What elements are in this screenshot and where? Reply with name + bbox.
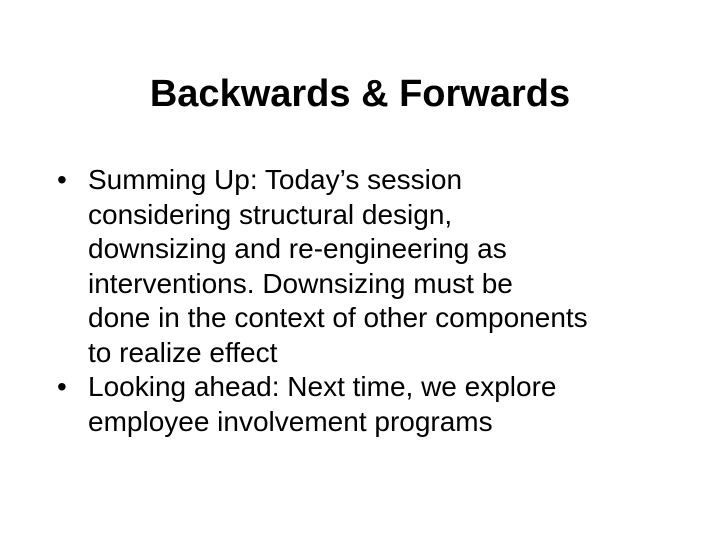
bullet-item-looking-ahead — [57, 370, 697, 439]
bullet-item-summing-up — [57, 163, 697, 370]
bullet-icon: • — [57, 371, 67, 402]
bullet-text-line: done in the context of other components — [88, 302, 588, 333]
slide-title: Backwards & Forwards — [149, 73, 571, 115]
bullet-text-line: downsizing and re-engineering as — [88, 233, 507, 264]
bullet-text-line: interventions. Downsizing must be — [88, 267, 513, 299]
bullet-text-line: considering structural design, — [88, 198, 453, 230]
bullet-icon: • — [57, 164, 67, 195]
bullet-text-line: Summing Up: Today’s session — [88, 164, 463, 195]
bullet-list — [57, 163, 697, 439]
bullet-text-line: employee involvement programs — [88, 405, 493, 437]
bullet-text-line: to realize effect — [88, 336, 278, 368]
bullet-text-line: Looking ahead: Next time, we explore — [88, 371, 557, 402]
